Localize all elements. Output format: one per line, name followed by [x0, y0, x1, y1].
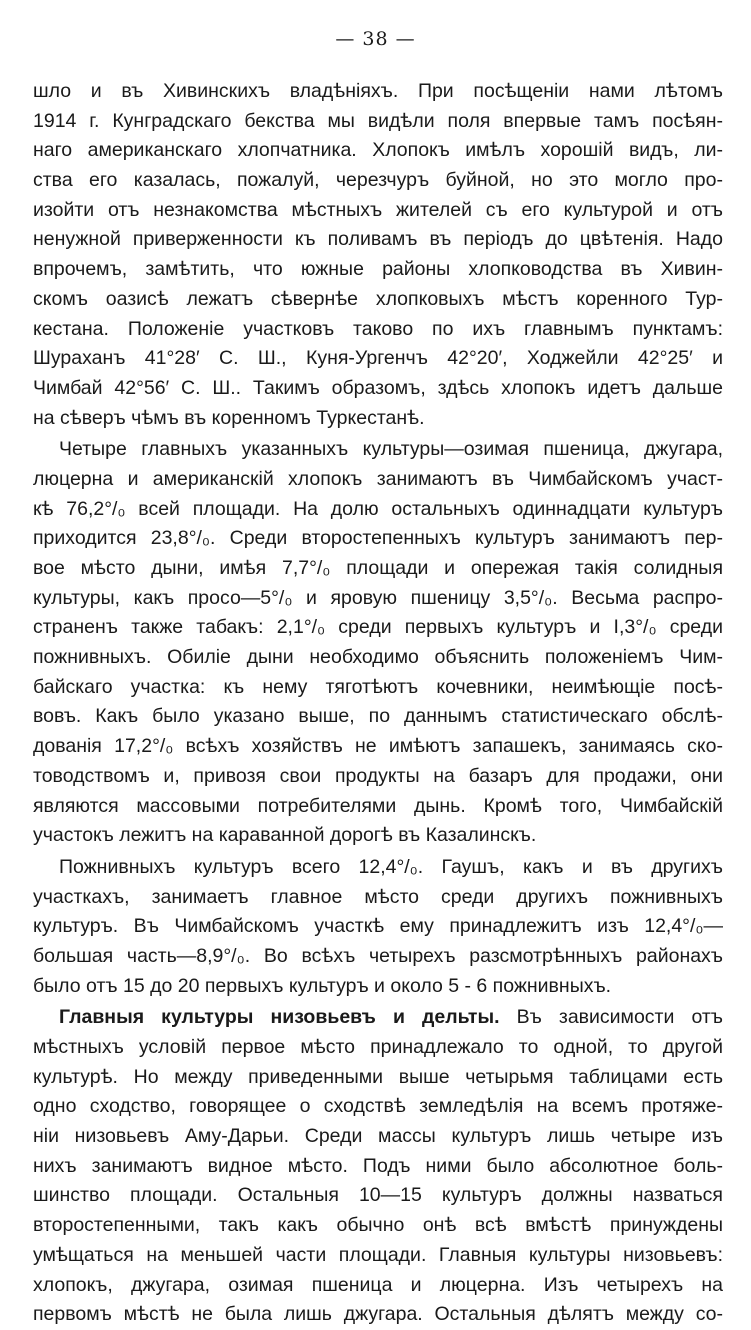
text-line: Чимбай 42°56′ С. Ш.. Такимъ образомъ, здѣсь хлопокъ идетъ дальше [33, 376, 723, 399]
text-line: первомъ мѣстѣ не была лишь джугара. Остальныя дѣлятъ между со- [33, 1303, 723, 1326]
text-line: люцерна и американскій хлопокъ занимаютъ въ Чимбайскомъ участ- [33, 467, 723, 490]
text-line: 1914 г. Кунградскаго бекства мы видѣли поля впервые тамъ посѣян- [33, 109, 723, 132]
text-line: нихъ занимаютъ видное мѣсто. Подъ ними было абсолютное боль- [33, 1154, 723, 1177]
text-line-with-heading [33, 1003, 723, 1033]
text-line: участокъ лежитъ на караванной дорогѣ въ Казалинскъ. [33, 824, 537, 847]
section-heading: Главныя культуры низовьевъ и дельты. [59, 1006, 500, 1029]
text-line: мѣстныхъ условій первое мѣсто принадлежало то одной, то другой [33, 1036, 723, 1058]
text-line: ненужной приверженности къ поливамъ въ періодъ до цвѣтенія. Надо [33, 228, 723, 251]
text-line: шло и въ Хивинскихъ владѣніяхъ. При посѣщеніи нами лѣтомъ [33, 80, 723, 102]
text-line: было отъ 15 до 20 первыхъ культуръ и около 5 - 6 пожнивныхъ. [33, 974, 612, 997]
paragraph-4 [33, 1003, 723, 1330]
paragraph-2 [33, 435, 723, 851]
page-number: — 38 — [335, 28, 416, 50]
text-line: большая часть—8,9°/₀. Во всѣхъ четырехъ разсмотрѣнныхъ районахъ [33, 944, 723, 967]
text-line: второстепенными, такъ какъ обычно онѣ всѣ вмѣстѣ принуждены [33, 1214, 723, 1237]
text-line: кѣ 76,2°/₀ всей площади. На долю остальныхъ одиннадцати культуръ [33, 497, 723, 520]
text-line: наго американскаго хлопчатника. Хлопокъ имѣлъ хорошій видъ, ли- [33, 139, 723, 162]
text-line: товодствомъ и, привозя свои продукты на базаръ для продажи, они [33, 764, 723, 787]
body-text [33, 77, 723, 1330]
text-line: изойти отъ незнакомства мѣстныхъ жителей съ его культурой и отъ [33, 198, 723, 221]
text-line: культуръ. Въ Чимбайскомъ участкѣ ему принадлежитъ изъ 12,4°/₀— [33, 915, 723, 938]
text-line: Четыре главныхъ указанныхъ культуры—озимая пшеница, джугара, [59, 438, 723, 461]
text-line: страненъ также табакъ: 2,1°/₀ среди первыхъ культуръ и I,3°/₀ среди [33, 616, 723, 639]
text-line: вовъ. Какъ было указано выше, по даннымъ статистическаго обслѣ- [33, 705, 723, 728]
text-line: одно сходство, говорящее о сходствѣ земледѣлія на всемъ протяже- [33, 1095, 723, 1118]
text-line: участкахъ, занимаетъ главное мѣсто среди другихъ пожнивныхъ [33, 885, 723, 908]
text-line: являются массовыми потребителями дынь. Кромѣ того, Чимбайскій [33, 794, 723, 817]
text-line: ніи низовьевъ Аму-Дарьи. Среди массы культуръ лишь четыре изъ [33, 1125, 723, 1148]
text-line: впрочемъ, замѣтить, что южные районы хлопководства въ Хивин- [33, 258, 723, 281]
text-line: Пожнивныхъ культуръ всего 12,4°/₀. Гаушъ, какъ и въ другихъ [59, 855, 723, 878]
text-line: скомъ оазисѣ лежатъ сѣвернѣе хлопковыхъ мѣстъ коренного Тур- [33, 287, 723, 310]
text-line: культуры, какъ просо—5°/₀ и яровую пшеницу 3,5°/₀. Весьма распро- [33, 586, 723, 609]
text-line: умѣщаться на меньшей части площади. Главныя культуры низовьевъ: [33, 1243, 723, 1266]
text-line: Шураханъ 41°28′ С. Ш., Куня-Ургенчъ 42°20′, Ходжейли 42°25′ и [33, 347, 723, 370]
text-line: шинство площади. Остальныя 10—15 культуръ должны назваться [33, 1184, 723, 1207]
paragraph-1 [33, 77, 723, 433]
text-line: на сѣверъ чѣмъ въ коренномъ Туркестанѣ. [33, 406, 425, 429]
text-line: дованія 17,2°/₀ всѣхъ хозяйствъ не имѣютъ запашекъ, занимаясь ско- [33, 735, 723, 758]
text-line: хлопокъ, джугара, озимая пшеница и люцерна. Изъ четырехъ на [33, 1273, 723, 1296]
text-line: культурѣ. Но между приведенными выше четырьмя таблицами есть [33, 1065, 723, 1088]
text-line: ства его казалась, пожалуй, черезчуръ буйной, но это могло про- [33, 169, 723, 192]
heading-line-rest: Въ зависимости отъ [516, 1006, 723, 1029]
text-line: пожнивныхъ. Обиліе дыни необходимо объяснить положеніемъ Чим- [33, 646, 723, 669]
text-line: приходится 23,8°/₀. Среди второстепенныхъ культуръ занимаютъ пер- [33, 527, 723, 550]
paragraph-3 [33, 853, 723, 1001]
text-line: вое мѣсто дыни, имѣя 7,7°/₀ площади и опережая такія солидныя [33, 557, 723, 579]
text-line: кестана. Положеніе участковъ таково по ихъ главнымъ пунктамъ: [33, 317, 723, 340]
text-line: байскаго участка: къ нему тяготѣютъ кочевники, неимѣющіе посѣ- [33, 675, 723, 698]
